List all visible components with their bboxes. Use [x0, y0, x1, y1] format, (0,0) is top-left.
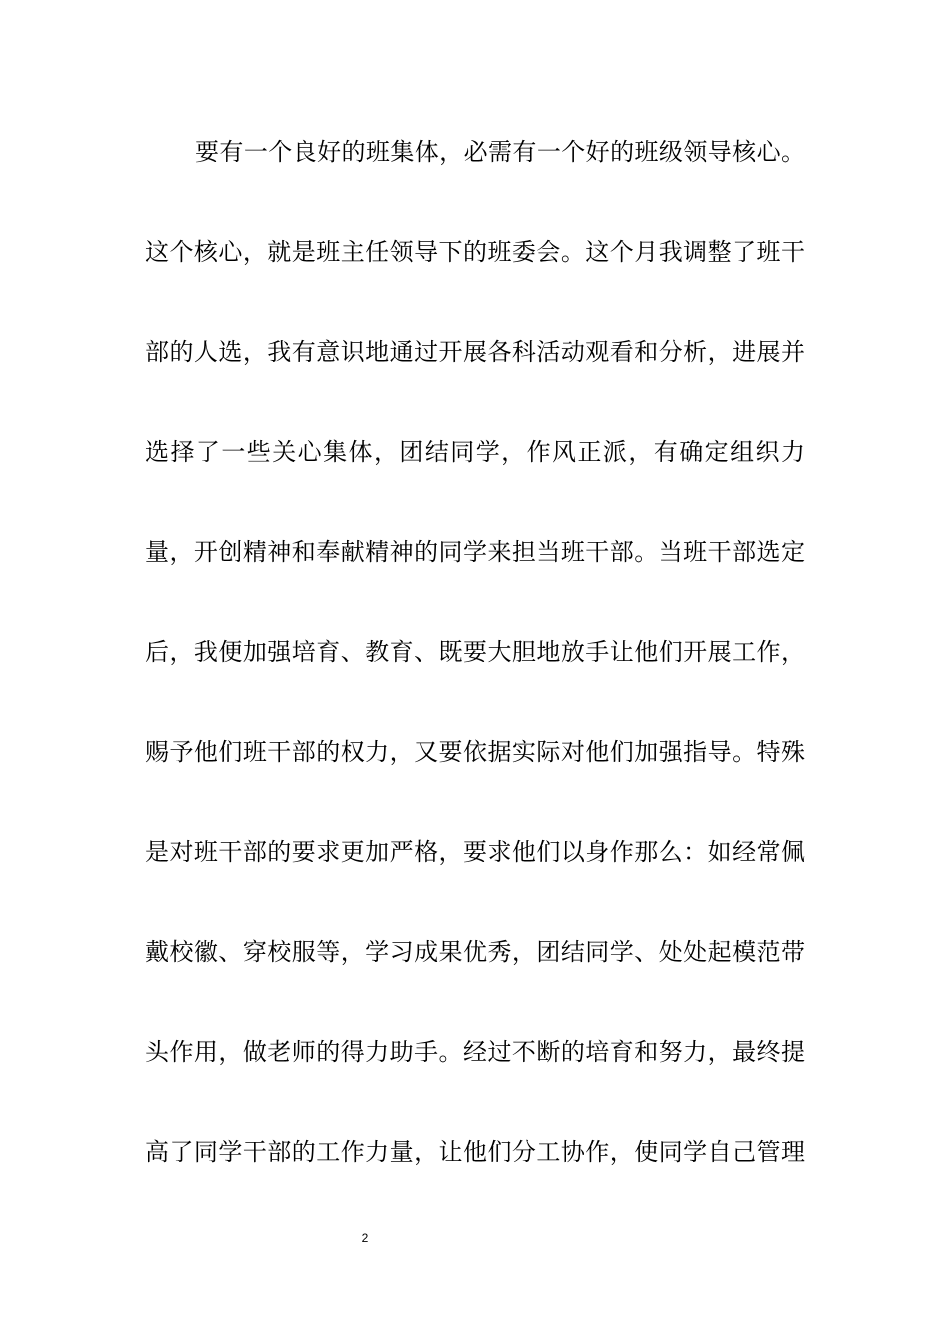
paragraph-line-8: 是对班干部的要求更加严格，要求他们以身作那么：如经常佩 — [145, 838, 805, 866]
paragraph-line-10: 头作用，做老师的得力助手。经过不断的培育和努力，最终提 — [145, 1038, 805, 1066]
paragraph-line-1: 要有一个良好的班集体，必需有一个好的班级领导核心。 — [195, 138, 805, 166]
page-number: 2 — [361, 1231, 369, 1245]
paragraph-line-5: 量，开创精神和奉献精神的同学来担当班干部。当班干部选定 — [145, 538, 805, 566]
paragraph-line-4: 选择了一些关心集体，团结同学，作风正派，有确定组织力 — [145, 438, 805, 466]
paragraph-line-7: 赐予他们班干部的权力，又要依据实际对他们加强指导。特殊 — [145, 738, 805, 766]
paragraph-line-2: 这个核心，就是班主任领导下的班委会。这个月我调整了班干 — [145, 238, 805, 266]
paragraph-line-11: 高了同学干部的工作力量，让他们分工协作，使同学自己管理 — [145, 1138, 805, 1166]
paragraph-line-6: 后，我便加强培育、教育、既要大胆地放手让他们开展工作， — [145, 638, 805, 666]
paragraph-line-3: 部的人选，我有意识地通过开展各科活动观看和分析，进展并 — [145, 338, 805, 366]
paragraph-line-9: 戴校徽、穿校服等，学习成果优秀，团结同学、处处起模范带 — [145, 938, 805, 966]
